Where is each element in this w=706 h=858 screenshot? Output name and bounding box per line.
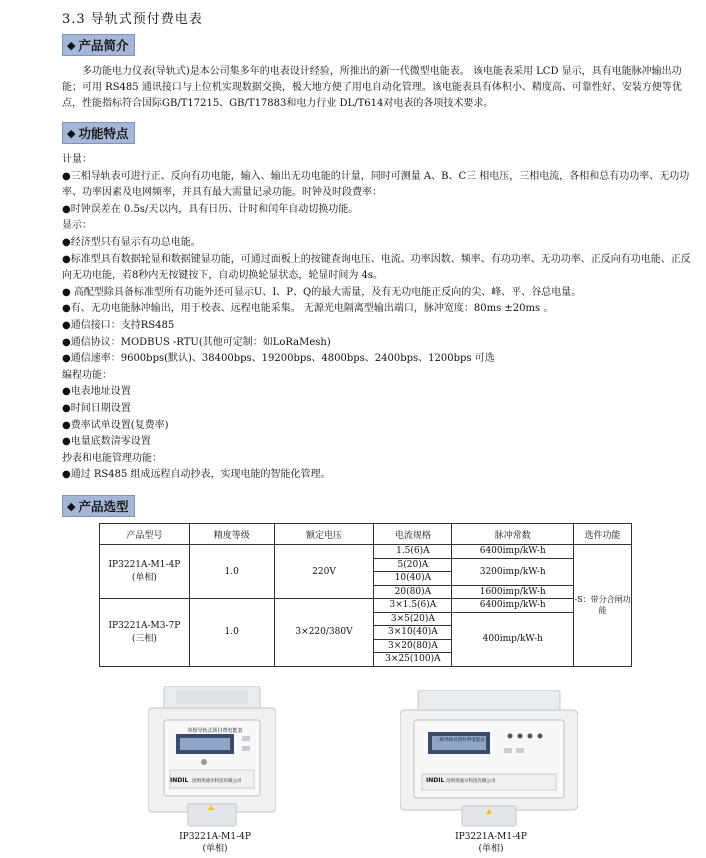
feature-line: ●标准型具有数据轮显和数据键显功能，可通过面板上的按键查询电压、电流、功率因数、频率、有功功率、无功功率、正反向有功电能、正反向无功电能，若8秒内无按键按下，自动切换轮显状态，轮显时间为 4s。	[62, 253, 691, 282]
header-cell: 额定电压	[274, 524, 374, 545]
model-sub: (三相)	[131, 633, 157, 644]
pulse-cell: 400imp/kW-h	[452, 612, 574, 666]
current-cell: 3×10(40)A	[374, 626, 452, 640]
current-cell: 20(80)A	[374, 585, 452, 599]
feature-line: ●电量底数清零设置	[62, 436, 151, 448]
header-cell: 脉冲常数	[452, 524, 574, 545]
three-phase-meter-photo	[400, 690, 578, 828]
feature-line: ●三相导轨表可进行正、反向有功电能，输入、输出无功电能的计量，同时可测量 A、B、C三 相电压，三相电流，各相和总有功功率、无功功率、功率因素及电网频率，并具有最大需量记录功能。时钟及时段费率：	[62, 170, 690, 199]
feature-line: ●时钟误差在 0.5s/天以内，具有日历、计时和闰年自动切换功能。	[62, 203, 359, 215]
current-cell: 3×20(80)A	[374, 639, 452, 653]
diamond-icon: ◆	[67, 38, 76, 52]
table-row	[100, 545, 632, 559]
single-phase-meter-photo	[148, 686, 276, 828]
photo-caption	[436, 831, 546, 855]
meter1-brand: INDIL	[170, 777, 189, 784]
header-cell: 选件功能	[574, 524, 632, 545]
feature-line: ●通信协议：MODBUS -RTU(其他可定制：如LoRaMesh)	[62, 336, 331, 348]
current-cell: 3×1.5(6)A	[374, 599, 452, 613]
current-cell: 3×5(20)A	[374, 612, 452, 626]
feature-line: ●有、无功电能脉冲输出，用于校表、远程电能采集。 无源光电隔离型输出端口，脉冲宽度：80ms ±20ms 。	[62, 303, 554, 315]
feature-line: 计量：	[62, 154, 92, 165]
caption-sub: (单相)	[202, 844, 228, 854]
table-header-row	[100, 524, 632, 545]
feature-line: ●通信速率：9600bps(默认)、38400bps、19200bps、4800bps、2400bps、1200bps 可选	[62, 353, 495, 365]
model-sub: (单相)	[131, 573, 157, 583]
current-cell: 3×25(100)A	[374, 653, 452, 667]
voltage-cell: 3×220/380V	[274, 599, 374, 667]
intro-heading: 产品简介	[78, 38, 129, 53]
selection-heading-tag	[62, 495, 135, 517]
option-cell: -S：带分合闸功能	[574, 545, 632, 667]
accuracy-cell: 1.0	[189, 545, 274, 599]
feature-line: 编程功能：	[62, 369, 112, 381]
feature-line: 抄表和电能管理功能：	[62, 452, 162, 464]
model-cell	[100, 599, 190, 667]
diamond-icon: ◆	[67, 126, 76, 140]
selection-table	[99, 523, 632, 667]
model-cell	[100, 545, 190, 599]
caption-model: IP3221A-M1-4P	[455, 832, 527, 842]
feature-line: ●费率试单设置(复费率)	[62, 419, 169, 431]
model-name: IP3221A-M1-4P	[108, 560, 181, 570]
pulse-cell: 6400imp/kW-h	[452, 599, 574, 613]
pulse-cell: 1600imp/kW-h	[452, 585, 574, 599]
current-cell: 5(20)A	[374, 558, 452, 572]
features-heading-tag	[62, 122, 135, 144]
caption-model: IP3221A-M1-4P	[179, 832, 251, 842]
model-name: IP3221A-M3-7P	[108, 620, 181, 631]
intro-paragraph	[62, 64, 688, 112]
pulse-cell: 3200imp/kW-h	[452, 558, 574, 585]
feature-line: ●通过 RS485 组成远程自动抄表，实现电能的智能化管理。	[62, 469, 331, 481]
feature-line: ●时间日期设置	[62, 402, 131, 414]
table-row	[100, 599, 632, 613]
header-cell: 精度等级	[189, 524, 274, 545]
feature-line: ● 高配型除具备标准型所有功能外还可显示U、I、P、Q的最大需量，及有无功电能正反向的尖、峰、平、谷总电量。	[62, 286, 582, 298]
meter2-maker: 昆明英迪尔科技有限公司	[446, 779, 496, 784]
feature-line: ●电表地址设置	[62, 386, 131, 398]
photo-caption	[160, 831, 270, 855]
meter1-maker: 昆明英迪尔科技有限公司	[192, 779, 242, 784]
feature-line: ●通信接口：支持RS485	[62, 319, 175, 331]
current-cell: 1.5(6)A	[374, 545, 452, 559]
features-list	[62, 152, 692, 484]
selection-heading: 产品选型	[78, 499, 129, 514]
meter1-panel-title: 单相导轨式预付费电能表	[187, 728, 243, 734]
intro-heading-tag	[62, 34, 135, 56]
feature-line: 显示：	[62, 220, 92, 232]
header-cell: 产品型号	[100, 524, 190, 545]
features-heading: 功能特点	[78, 126, 129, 141]
meter2-panel-title: 三相导轨式预付费电能表	[435, 738, 485, 743]
meter2-brand: INDIL	[426, 777, 445, 784]
voltage-cell: 220V	[274, 545, 374, 599]
caption-sub: (单相)	[478, 844, 504, 854]
feature-line: ●经济型只有显示有功总电能。	[62, 236, 201, 248]
accuracy-cell: 1.0	[189, 599, 274, 667]
diamond-icon: ◆	[67, 499, 76, 513]
intro-text: 多功能电力仪表(导轨式)是本公司集多年的电表设计经验，所推出的新一代微型电能表。 该电能表采用 LCD 显示，具有电能脉冲输出功能；可用 RS485 通讯接口与上位机实现数据交换，极大地方便了用电自动化管理。该电能表具有体积小、精度高、可靠性好、安装方便等优点，性能指标符合国际GB/T17215、GB/T17883和电力行业 DL/T614对电表的各项技术要求。	[62, 66, 682, 109]
section-title: 3.3 导轨式预付费电表	[62, 12, 203, 27]
header-cell: 电流规格	[374, 524, 452, 545]
current-cell: 10(40)A	[374, 572, 452, 586]
pulse-cell: 6400imp/kW-h	[452, 545, 574, 559]
